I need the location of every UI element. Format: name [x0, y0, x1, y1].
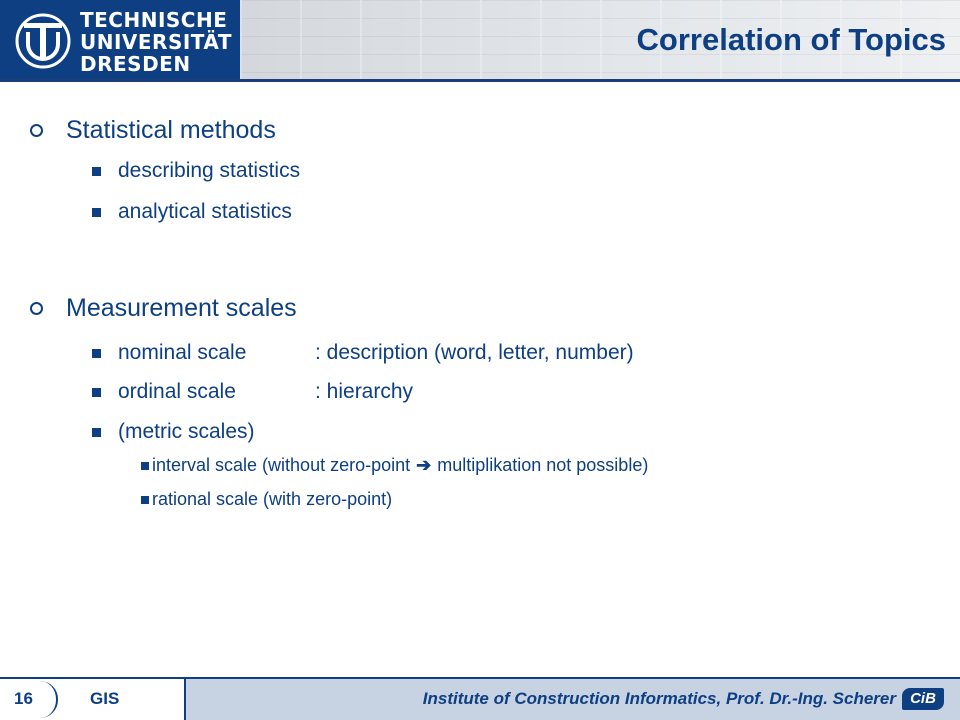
- circle-bullet-icon: [30, 302, 43, 315]
- slide-content: [0, 82, 960, 677]
- square-bullet-icon: [92, 208, 101, 217]
- institute-credit: Institute of Construction Informatics, Prof. Dr.-Ing. Scherer: [422, 689, 896, 708]
- scale-term: nominal scale: [118, 341, 247, 364]
- list-item: [92, 341, 634, 365]
- list-item: [92, 200, 292, 224]
- sub-list-item: [141, 455, 648, 476]
- list-item-text: (metric scales): [118, 420, 255, 443]
- section-heading: Measurement scales: [66, 294, 297, 322]
- scale-description: : hierarchy: [315, 380, 414, 403]
- list-item-text: analytical statistics: [118, 200, 292, 223]
- university-line-3: DRESDEN: [80, 52, 191, 76]
- square-bullet-icon: [92, 428, 101, 437]
- slide-title: Correlation of Topics: [636, 22, 946, 57]
- sub-item-text-start: interval scale (without zero-point: [152, 455, 411, 475]
- square-bullet-icon: [141, 462, 149, 470]
- page-number: 16: [14, 689, 33, 708]
- list-item: [92, 159, 300, 183]
- square-bullet-icon: [92, 349, 101, 358]
- section-measurement-scales: [30, 294, 297, 323]
- section-heading: Statistical methods: [66, 116, 276, 144]
- right-arrow-icon: ➔: [416, 455, 432, 475]
- list-item: [92, 380, 413, 404]
- list-item: [92, 420, 255, 444]
- square-bullet-icon: [141, 496, 149, 504]
- list-item-text: describing statistics: [118, 159, 301, 182]
- footer-left: [0, 677, 184, 720]
- page-number-arc: [40, 681, 58, 718]
- cib-logo-icon: CiB: [902, 688, 944, 710]
- university-line-2: UNIVERSITÄT: [80, 30, 232, 54]
- slide-header: [0, 0, 960, 82]
- sub-item-text-end: multiplikation not possible): [437, 455, 649, 475]
- scale-term: ordinal scale: [118, 380, 236, 403]
- square-bullet-icon: [92, 388, 101, 397]
- sub-item-text: rational scale (with zero-point): [152, 489, 393, 509]
- sub-list-item: [141, 489, 392, 510]
- university-line-1: TECHNISCHE: [80, 8, 228, 32]
- scale-description: : description (word, letter, number): [315, 341, 634, 364]
- course-name: GIS: [90, 689, 120, 708]
- tu-dresden-emblem-icon: [14, 12, 72, 70]
- section-statistical-methods: [30, 116, 276, 145]
- circle-bullet-icon: [30, 124, 43, 137]
- university-logo: [0, 0, 240, 82]
- university-name: [80, 9, 232, 75]
- square-bullet-icon: [92, 167, 101, 176]
- slide-footer: [0, 677, 960, 720]
- footer-right: [184, 677, 960, 720]
